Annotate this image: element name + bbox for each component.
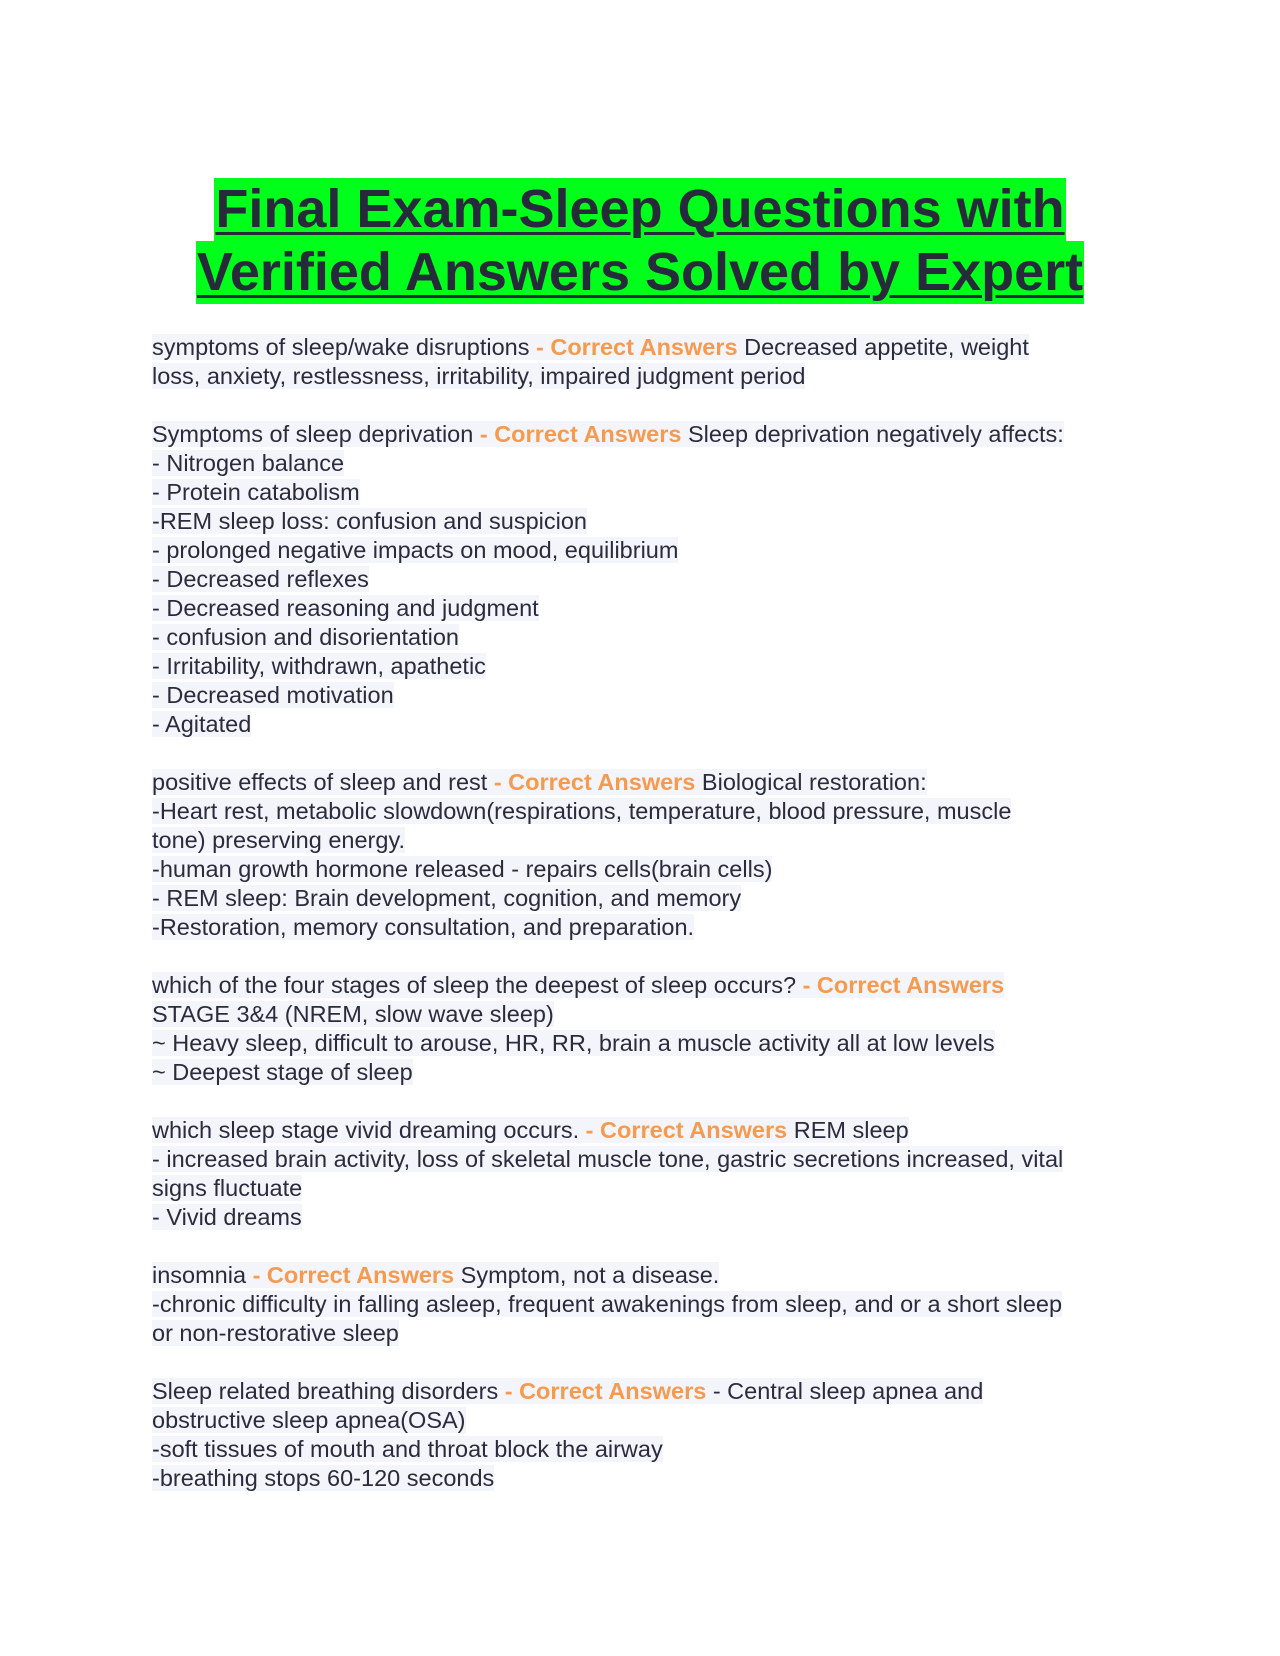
qa-line: - Vivid dreams <box>152 1204 302 1230</box>
qa-line: or non-restorative sleep <box>152 1320 399 1346</box>
qa-line: tone) preserving energy. <box>152 827 405 853</box>
qa-line: - Decreased reasoning and judgment <box>152 595 539 621</box>
qa-line: - Decreased reflexes <box>152 566 369 592</box>
qa-first-line <box>152 420 1162 449</box>
qa-line: -chronic difficulty in falling asleep, frequent awakenings from sleep, and or a short sleep <box>152 1291 1063 1317</box>
correct-answers-marker: - Correct Answers <box>536 334 738 360</box>
qa-first-line <box>152 333 1162 362</box>
qa-item <box>152 1377 1162 1493</box>
correct-answers-marker: - Correct Answers <box>585 1117 788 1143</box>
qa-line: signs fluctuate <box>152 1175 303 1201</box>
qa-line: - prolonged negative impacts on mood, equilibrium <box>152 537 679 563</box>
qa-line: ~ Deepest stage of sleep <box>152 1059 413 1085</box>
qa-answer-first: REM sleep <box>793 1117 909 1143</box>
qa-line: - confusion and disorientation <box>152 624 460 650</box>
qa-line: obstructive sleep apnea(OSA) <box>152 1407 466 1433</box>
qa-question: insomnia <box>152 1262 247 1288</box>
qa-line: - increased brain activity, loss of skeletal muscle tone, gastric secretions increased, vital <box>152 1146 1064 1172</box>
qa-line: -Heart rest, metabolic slowdown(respirations, temperature, blood pressure, muscle <box>152 798 1012 824</box>
correct-answers-marker: - Correct Answers <box>252 1262 455 1288</box>
qa-question: Sleep related breathing disorders <box>152 1378 499 1404</box>
qa-first-line <box>152 768 1162 797</box>
qa-first-line <box>152 1116 1162 1145</box>
qa-answer-first: - Central sleep apnea and <box>712 1378 984 1404</box>
qa-line: - Nitrogen balance <box>152 450 345 476</box>
qa-line: -breathing stops 60-120 seconds <box>152 1465 495 1491</box>
qa-line: loss, anxiety, restlessness, irritability, impaired judgment period <box>152 363 806 389</box>
qa-item <box>152 1261 1162 1348</box>
qa-line: STAGE 3&4 (NREM, slow wave sleep) <box>152 1001 554 1027</box>
qa-line: - Agitated <box>152 711 252 737</box>
qa-line: ~ Heavy sleep, difficult to arouse, HR, RR, brain a muscle activity all at low levels <box>152 1030 995 1056</box>
correct-answers-marker: - Correct Answers <box>479 421 682 447</box>
title-line-1: Final Exam-Sleep Questions with <box>215 179 1065 239</box>
title-line-2: Verified Answers Solved by Expert <box>196 242 1084 302</box>
qa-line: - Decreased motivation <box>152 682 394 708</box>
correct-answers-marker: - Correct Answers <box>493 769 696 795</box>
qa-answer-first: Symptom, not a disease. <box>460 1262 720 1288</box>
document-title <box>0 178 1280 304</box>
qa-line: -soft tissues of mouth and throat block the airway <box>152 1436 663 1462</box>
qa-question: symptoms of sleep/wake disruptions <box>152 334 530 360</box>
correct-answers-marker: - Correct Answers <box>504 1378 707 1404</box>
qa-item <box>152 333 1162 391</box>
qa-answer-first: Biological restoration: <box>701 769 927 795</box>
qa-item <box>152 420 1162 739</box>
qa-line: -REM sleep loss: confusion and suspicion <box>152 508 587 534</box>
qa-item <box>152 1116 1162 1232</box>
qa-line: - REM sleep: Brain development, cognition, and memory <box>152 885 742 911</box>
qa-list <box>152 333 1162 1522</box>
qa-answer-first: Sleep deprivation negatively affects: <box>687 421 1064 447</box>
qa-line: - Protein catabolism <box>152 479 360 505</box>
correct-answers-marker: - Correct Answers <box>802 972 1005 998</box>
qa-line: -human growth hormone released - repairs cells(brain cells) <box>152 856 773 882</box>
qa-question: which sleep stage vivid dreaming occurs. <box>152 1117 580 1143</box>
qa-first-line <box>152 971 1162 1000</box>
qa-line: - Irritability, withdrawn, apathetic <box>152 653 486 679</box>
qa-first-line <box>152 1261 1162 1290</box>
qa-item <box>152 768 1162 942</box>
qa-answer-first: Decreased appetite, weight <box>744 334 1029 360</box>
qa-question: positive effects of sleep and rest <box>152 769 488 795</box>
qa-line: -Restoration, memory consultation, and preparation. <box>152 914 695 940</box>
qa-item <box>152 971 1162 1087</box>
qa-first-line <box>152 1377 1162 1406</box>
qa-question: Symptoms of sleep deprivation <box>152 421 474 447</box>
qa-question: which of the four stages of sleep the deepest of sleep occurs? <box>152 972 797 998</box>
